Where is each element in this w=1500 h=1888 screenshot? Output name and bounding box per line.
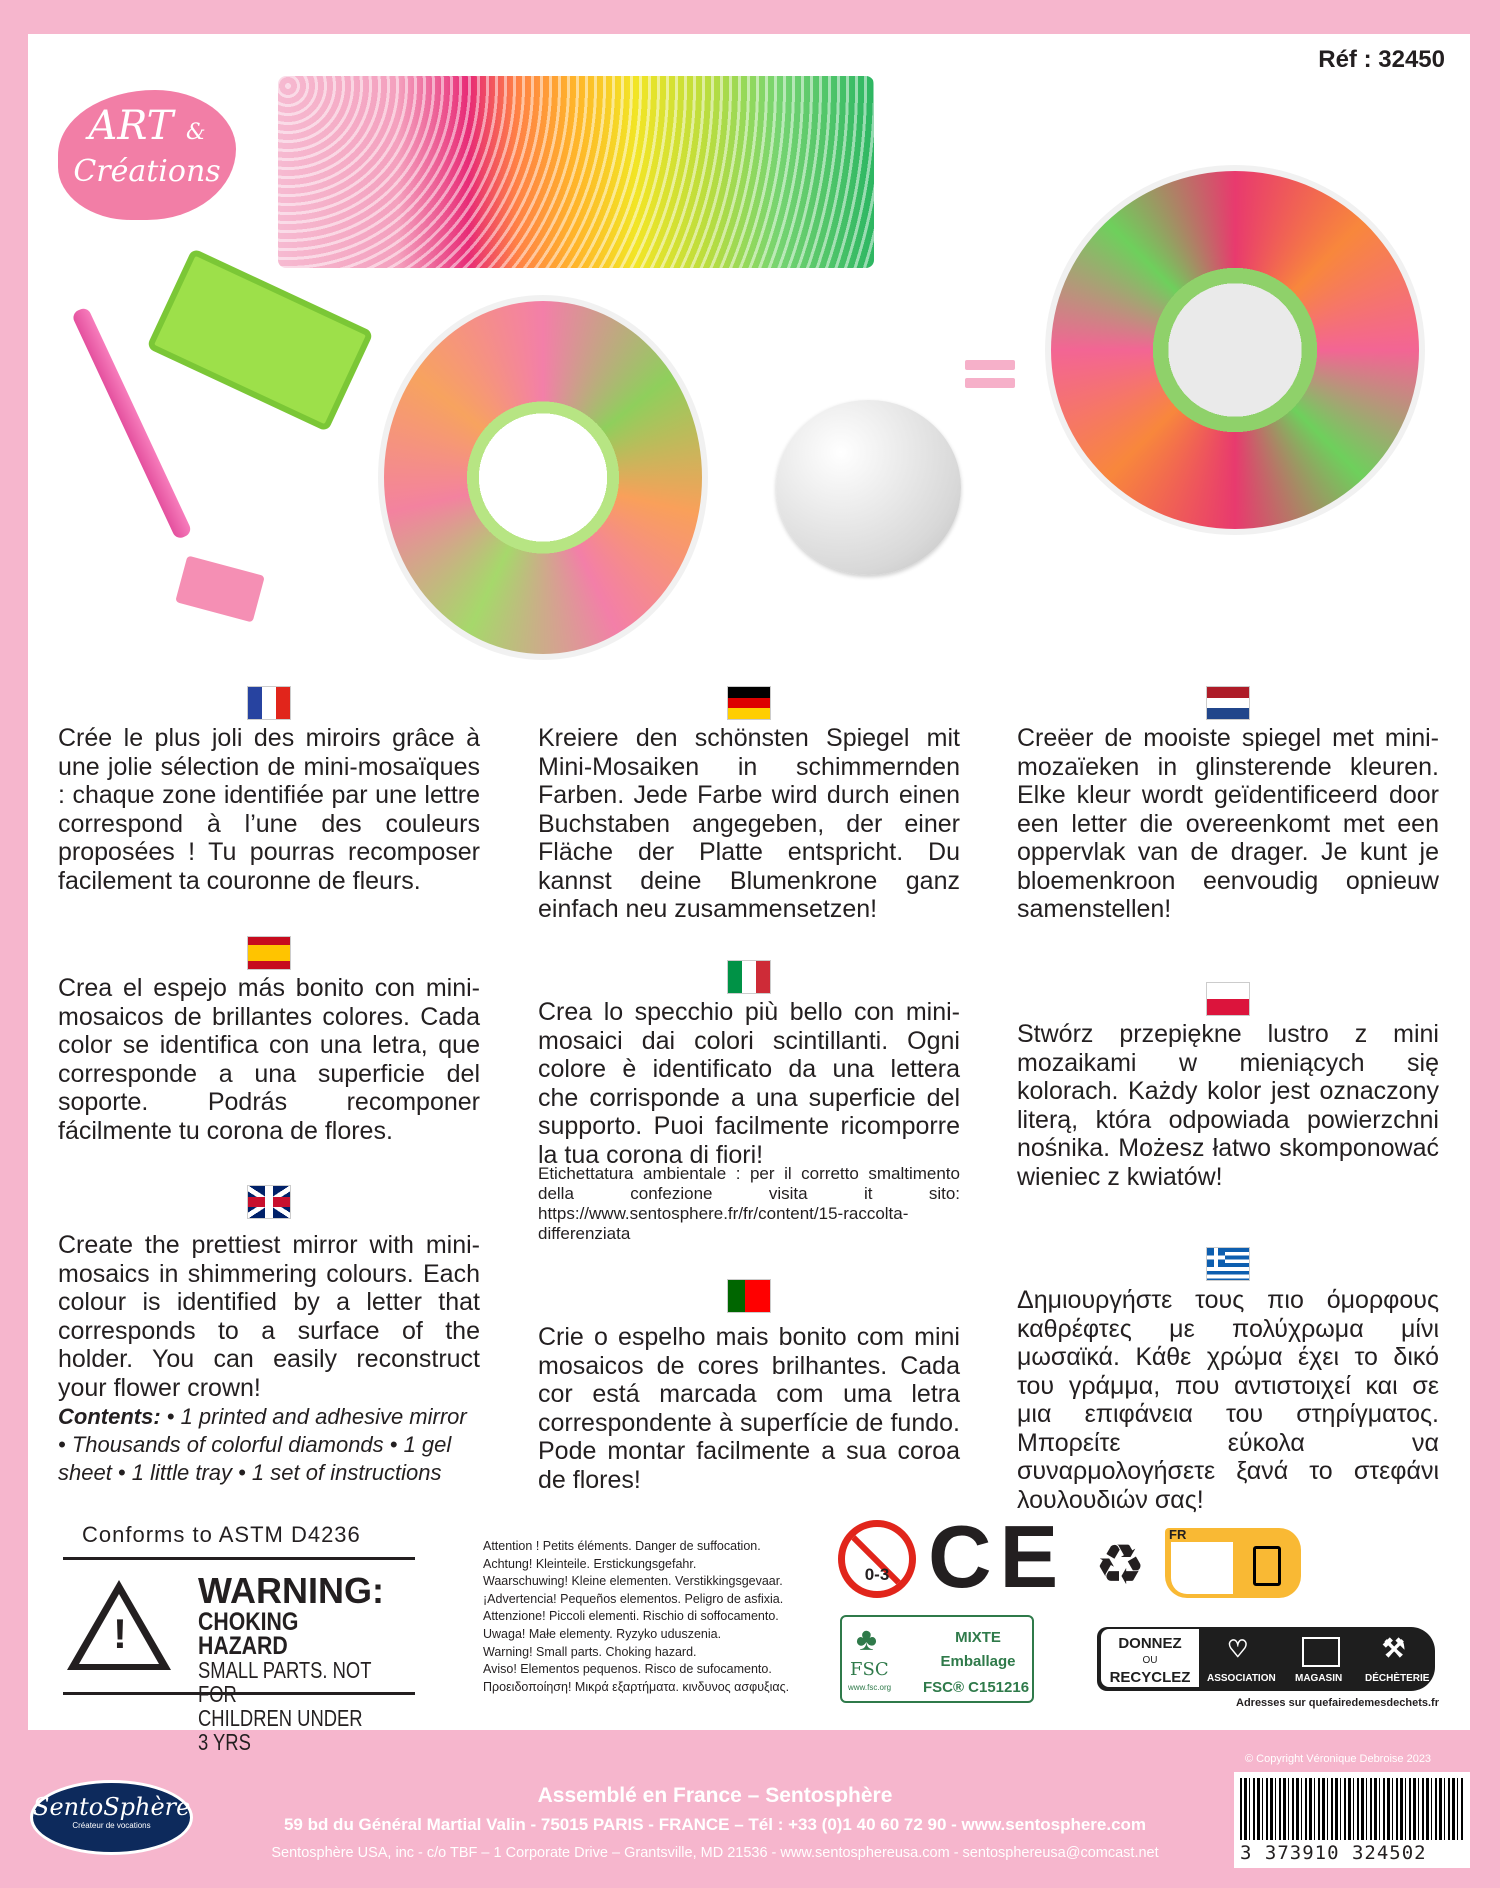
choking-warning-box: ! WARNING: CHOKING HAZARD SMALL PARTS. NOT FOR CHILDREN UNDER 3 YRS xyxy=(63,1557,415,1695)
flag-pl-icon xyxy=(1206,982,1250,1016)
text-en: Create the prettiest mirror with mini-mosaics in shimmering colours. Each colour is identified by a letter that corresponds to a surface of the holder. You can easily reconstruct your flower crown! xyxy=(58,1231,480,1402)
triman-icon: ♻ xyxy=(1095,1533,1146,1596)
warning-title: WARNING: xyxy=(198,1570,384,1611)
ce-mark: CE xyxy=(928,1507,1067,1606)
barcode-bars xyxy=(1240,1778,1464,1840)
astm-conformity: Conforms to ASTM D4236 xyxy=(82,1522,361,1547)
text-nl: Creëer de mooiste spiegel met mini-mozaïeken in glinsterende kleuren. Elke kleur wordt geïdentificeerd door een letter die overeenkomt met een oppervlak van de drager. Je kunt je bloemenkroon eenvoudig opnieuw samenstellen! xyxy=(1017,724,1439,923)
mirror-image xyxy=(776,400,961,575)
reference-number: Réf : 32450 xyxy=(1318,46,1445,73)
barcode-number: 3 373910 324502 xyxy=(1240,1842,1427,1864)
flag-nl-icon xyxy=(1206,686,1250,720)
flag-de-icon xyxy=(727,686,771,720)
sentosphere-logo: SentoSphère Créateur de vocations xyxy=(30,1780,193,1855)
shop-icon xyxy=(1302,1637,1340,1667)
art-creations-logo: ART & Créations xyxy=(58,90,236,220)
text-it: Crea lo specchio più bello con mini-mosaici dai colori scintillanti. Ogni colore è identificato da una lettera che corrisponde a una superficie del supporto. Puoi facilmente ricomporre la tua corona di fiori! xyxy=(538,998,960,1169)
contents-list: Contents: • 1 printed and adhesive mirror • Thousands of colorful diamonds • 1 gel sheet • 1 little tray • 1 set of instructions xyxy=(58,1404,467,1485)
barcode xyxy=(1234,1772,1470,1868)
finished-mirror-image xyxy=(1045,165,1425,535)
addresses-link[interactable]: Adresses sur quefairedemesdechets.fr xyxy=(1236,1697,1439,1709)
paper-recycle-bin-info: FR xyxy=(1165,1528,1301,1598)
fsc-label: FSC www.fsc.org ♣ MIXTE Emballage FSC® C151216 xyxy=(840,1615,1034,1703)
company-address: 59 bd du Général Martial Valin - 75015 PARIS - FRANCE – Tél : +33 (0)1 40 60 72 90 - www.sentosphere.com xyxy=(283,1815,1147,1834)
text-de: Kreiere den schönsten Spiegel mit Mini-Mosaiken in schimmernden Farben. Jede Farbe wird durch einen Buchstaben angegeben, der einer Fläche der Platte entspricht. Du kannst deine Blumenkrone ganz einfach neu zusammensetzen! xyxy=(538,724,960,923)
paper-icon xyxy=(1171,1542,1233,1594)
bead-packs-image xyxy=(278,76,874,268)
heart-hand-icon: ♡ xyxy=(1227,1636,1249,1663)
text-gr: Δημιουργήστε τους πιο όμορφους καθρέφτες με πολύχρωμα μίνι μωσαϊκά. Κάθε χρώμα έχει το δικό του γράμμα, που αντιστοιχεί και σε μια επιφάνεια του στηρίγματος. Μπορείτε εύκολα να συναρμολογήσετε ξανά το στεφάνι λουλουδιών σας! xyxy=(1017,1286,1439,1514)
usa-address: Sentosphère USA, inc - c/o TBF – 1 Corporate Drive – Grantsville, MD 21536 - www.sentosphereusa.com - sentosphereusa@comcast.net xyxy=(271,1845,1159,1861)
flag-pt-icon xyxy=(727,1279,771,1313)
text-fr: Crée le plus joli des miroirs grâce à une jolie sélection de mini-mosaïques : chaque zone identifiée par une lettre correspond à l’une des couleurs proposées ! Tu pourras recomposer facilement ta couronne de fleurs. xyxy=(58,724,480,895)
warning-triangle-icon: ! xyxy=(67,1580,171,1670)
copyright: © Copyright Véronique Debroise 2023 xyxy=(1245,1753,1432,1765)
text-es: Crea el espejo más bonito con mini-mosaicos de brillantes colores. Cada color se identifica con una letra, que corresponde a una superficie del soporte. Podrás recomponer fácilmente tu corona de flores. xyxy=(58,974,480,1145)
flag-fr-icon xyxy=(247,686,291,720)
wreath-board-image xyxy=(378,295,708,660)
contents-label: Contents: xyxy=(58,1404,161,1429)
flag-uk-icon xyxy=(247,1185,291,1219)
donnez-recyclez-info: DONNEZ OU RECYCLEZ ASSOCIATION MAGASIN DÉCHÈTERIE ♡ ⚒ xyxy=(1097,1627,1435,1691)
recycle-bin-icon xyxy=(1253,1546,1281,1586)
flag-it-icon xyxy=(727,960,771,994)
assembled-in-france: Assemblé en France – Sentosphère xyxy=(537,1784,893,1807)
environment-label-it: Etichettatura ambientale : per il corretto smaltimento della confezione visita it sito: https://www.sentosphere.fr/fr/content/15-raccolta-differenziata xyxy=(538,1164,960,1243)
multilingual-warnings: Attention ! Petits éléments. Danger de suffocation. Achtung! Kleinteile. Erstickungsgefahr. Waarschuwing! Kleine elementen. Verstikkingsgevaar. ¡Advertencia! Pequeños elementos. Peligro de asfixia. Attenzione! Piccoli elementi. Rischio di soffocamento. Uwaga! Małe elementy. Ryzyko uduszenia. Warning! Small parts. Choking hazard. Aviso! Elementos pequenos. Risco de sufocamento. Προειδοποίηση! Μικρά εξαρτήματα. κινδυνος ασφυξιας. xyxy=(483,1539,790,1694)
age-restriction-icon: 0-3 xyxy=(838,1520,916,1598)
flag-gr-icon xyxy=(1206,1247,1250,1281)
dechetterie-icon: ⚒ xyxy=(1382,1633,1406,1663)
flag-es-icon xyxy=(247,936,291,970)
fsc-tree-icon: ♣ xyxy=(856,1621,877,1657)
equals-icon xyxy=(965,360,1015,396)
text-pl: Stwórz przepiękne lustro z mini mozaikami w mieniących się kolorach. Każdy kolor jest oznaczony literą, która odpowiada powierzchni nośnika. Możesz łatwo skomponować wieniec z kwiatów! xyxy=(1017,1020,1439,1191)
text-pt: Crie o espelho mais bonito com mini mosaicos de cores brilhantes. Cada cor está marcada com uma letra correspondente à superfície de fundo. Pode montar facilmente a sua coroa de flores! xyxy=(538,1323,960,1494)
